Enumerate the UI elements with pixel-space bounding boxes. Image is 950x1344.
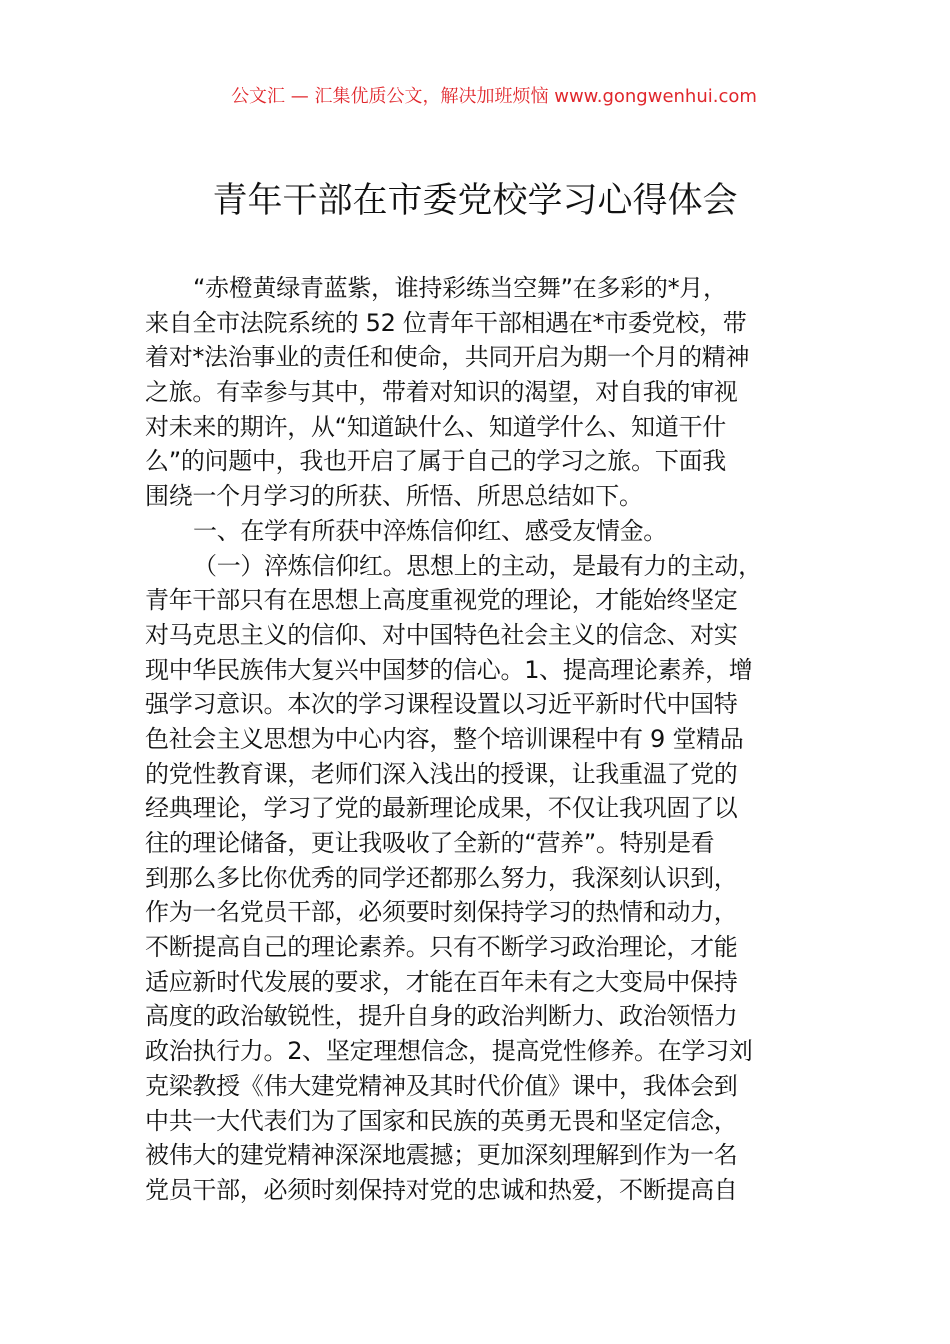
paragraph-line: 围绕一个月学习的所获、所悟、所思总结如下。 (145, 482, 643, 511)
paragraph-line: 色社会主义思想为中心内容，整个培训课程中有 9 堂精品 (145, 724, 744, 753)
paragraph-line: 不断提高自己的理论素养。只有不断学习政治理论，才能 (145, 933, 738, 962)
paragraph-line: 青年干部只有在思想上高度重视党的理论，才能始终坚定 (145, 586, 738, 615)
paragraph-line: 的党性教育课，老师们深入浅出的授课，让我重温了党的 (145, 759, 738, 788)
section-heading: 一、在学有所获中淬炼信仰红、感受友情金。 (193, 516, 667, 545)
paragraph-line: 克梁教授《伟大建党精神及其时代价值》课中，我体会到 (145, 1071, 738, 1100)
paragraph-line: 现中华民族伟大复兴中国梦的信心。1、提高理论素养，增 (145, 655, 753, 684)
document-title: 青年干部在市委党校学习心得体会 (212, 181, 738, 221)
paragraph-line: 对马克思主义的信仰、对中国特色社会主义的信念、对实 (145, 620, 738, 649)
paragraph-line: 之旅。有幸参与其中，带着对知识的渴望，对自我的审视 (145, 378, 738, 407)
paragraph-line: 适应新时代发展的要求，才能在百年未有之大变局中保持 (145, 967, 738, 996)
paragraph-line: 党员干部，必须时刻保持对党的忠诚和热爱，不断提高自 (145, 1175, 738, 1204)
paragraph-line: 往的理论储备，更让我吸收了全新的“营养”。特别是看 (145, 829, 715, 857)
paragraph-line: 被伟大的建党精神深深地震撼；更加深刻理解到作为一名 (145, 1141, 738, 1170)
paragraph-line: 着对*法治事业的责任和使命，共同开启为期一个月的精神 (145, 343, 750, 372)
paragraph-line: “赤橙黄绿青蓝紫，谁持彩练当空舞”在多彩的*月， (193, 274, 727, 302)
watermark-banner: 公文汇 — 汇集优质公文，解决加班烦恼 www.gongwenhui.com (231, 86, 757, 107)
paragraph-line: （一）淬炼信仰红。思想上的主动，是最有力的主动， (193, 551, 762, 580)
paragraph-line: 强学习意识。本次的学习课程设置以习近平新时代中国特 (145, 690, 738, 719)
paragraph-line: 经典理论，学习了党的最新理论成果，不仅让我巩固了以 (145, 794, 738, 823)
paragraph-line: 政治执行力。2、坚定理想信念，提高党性修养。在学习刘 (145, 1037, 753, 1066)
paragraph-line: 中共一大代表们为了国家和民族的英勇无畏和坚定信念， (145, 1106, 738, 1135)
paragraph-line: 来自全市法院系统的 52 位青年干部相遇在*市委党校，带 (145, 308, 747, 337)
paragraph-line: 到那么多比你优秀的同学还都那么努力，我深刻认识到， (145, 863, 738, 892)
paragraph-line: 么”的问题中，我也开启了属于自己的学习之旅。下面我 (145, 447, 726, 476)
paragraph-line: 高度的政治敏锐性，提升自身的政治判断力、政治领悟力 (145, 1002, 738, 1031)
document-body (145, 271, 825, 1208)
paragraph-line: 对未来的期许，从“知道缺什么、知道学什么、知道干什 (145, 412, 726, 441)
paragraph-line: 作为一名党员干部，必须要时刻保持学习的热情和动力， (145, 898, 738, 927)
